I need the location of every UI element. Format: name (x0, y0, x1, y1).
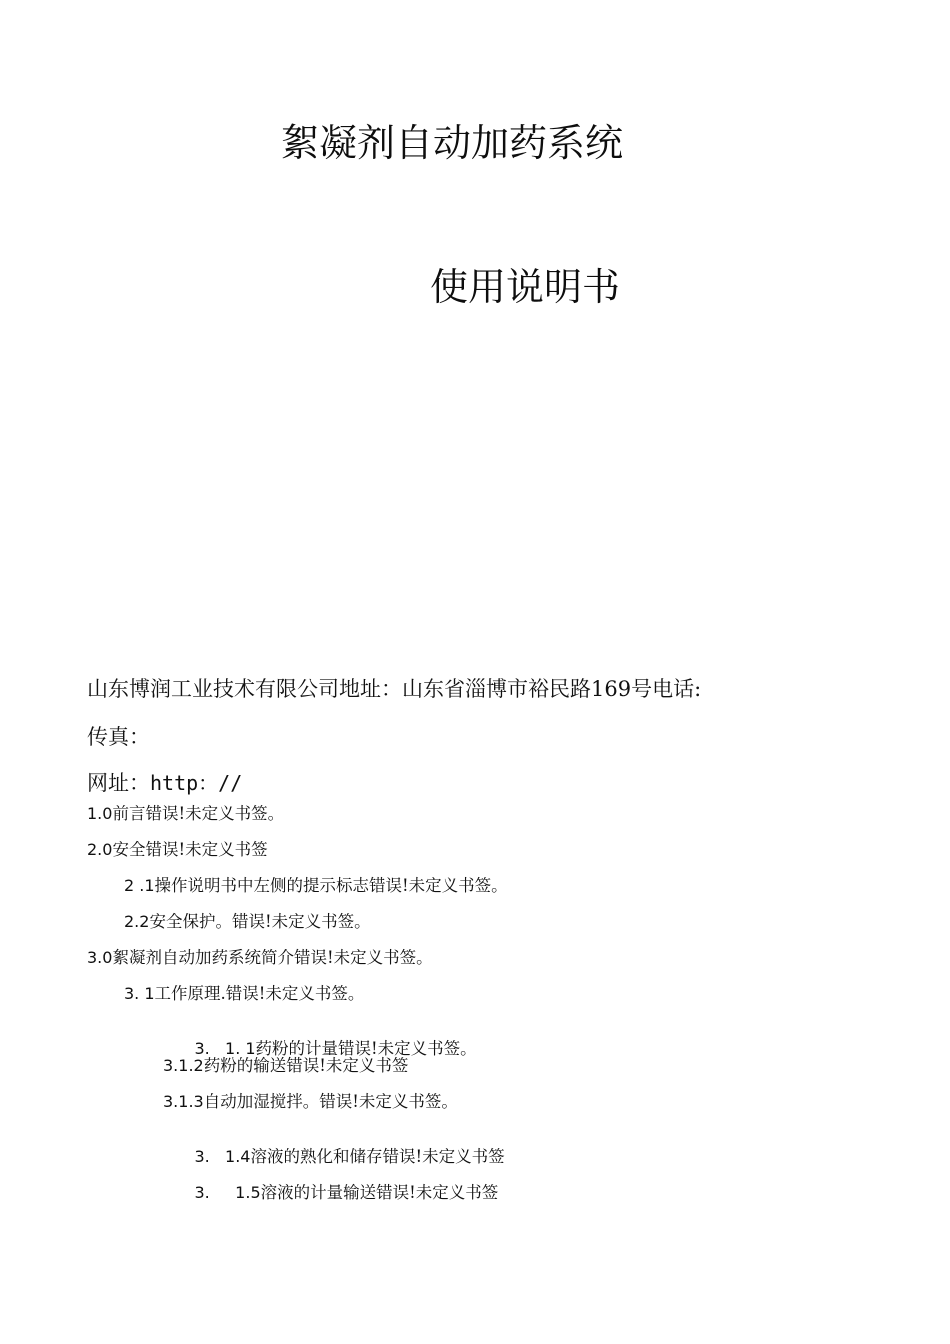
toc-number: 1.0 (87, 804, 113, 823)
toc-number: 3.0 (87, 948, 113, 967)
toc-text: 药粉的计量错误!未定义书签。 (255, 1039, 477, 1058)
document-title: 絮凝剂自动加药系统 (281, 121, 624, 165)
website-value: http：// (150, 771, 243, 795)
website-label: 网址： (87, 771, 150, 795)
toc-text: 溶液的计量输送错误!未定义书签 (260, 1183, 499, 1202)
toc-number: 2 .1 (124, 876, 155, 895)
toc-item-3-1-5[interactable] (163, 1160, 498, 1222)
toc-number: 2.0 (87, 840, 113, 859)
toc-item-3-1-3[interactable] (163, 1088, 458, 1112)
toc-number: 3.1.3 (163, 1092, 204, 1111)
toc-text: 溶液的熟化和储存错误!未定义书签 (250, 1147, 505, 1166)
toc-text: 安全保护。错误!未定义书签。 (149, 912, 371, 931)
toc-number: 3. 1. 1 (194, 1039, 256, 1058)
toc-text: 絮凝剂自动加药系统简介错误!未定义书签。 (112, 948, 433, 967)
fax-line: 传真： (87, 725, 150, 749)
toc-text: 安全错误!未定义书签 (112, 840, 268, 859)
toc-item-2-2[interactable] (124, 908, 371, 932)
toc-text: 操作说明书中左侧的提示标志错误!未定义书签。 (154, 876, 508, 895)
toc-item-2-1[interactable] (124, 872, 508, 896)
toc-item-3-1-2[interactable] (163, 1052, 408, 1076)
toc-number: 3.1.2 (163, 1056, 204, 1075)
document-subtitle: 使用说明书 (430, 265, 621, 309)
toc-text: 前言错误!未定义书签。 (112, 804, 285, 823)
toc-item-1-0[interactable] (87, 800, 284, 824)
toc-item-3-1[interactable] (124, 980, 364, 1004)
toc-number: 3. 1.4 (194, 1147, 251, 1166)
toc-text: 药粉的输送错误!未定义书签 (203, 1056, 409, 1075)
website-line (87, 767, 242, 797)
toc-text: 自动加湿搅拌。错误!未定义书签。 (203, 1092, 458, 1111)
company-address-line: 山东博润工业技术有限公司地址：山东省淄博市裕民路169号电话: (87, 677, 702, 701)
toc-text: 工作原理.错误!未定义书签。 (154, 984, 365, 1003)
toc-number: 2.2 (124, 912, 150, 931)
toc-item-2-0[interactable] (87, 836, 268, 860)
toc-item-3-0[interactable] (87, 944, 433, 968)
toc-number: 3. 1.5 (194, 1183, 261, 1202)
toc-number: 3. 1 (124, 984, 155, 1003)
